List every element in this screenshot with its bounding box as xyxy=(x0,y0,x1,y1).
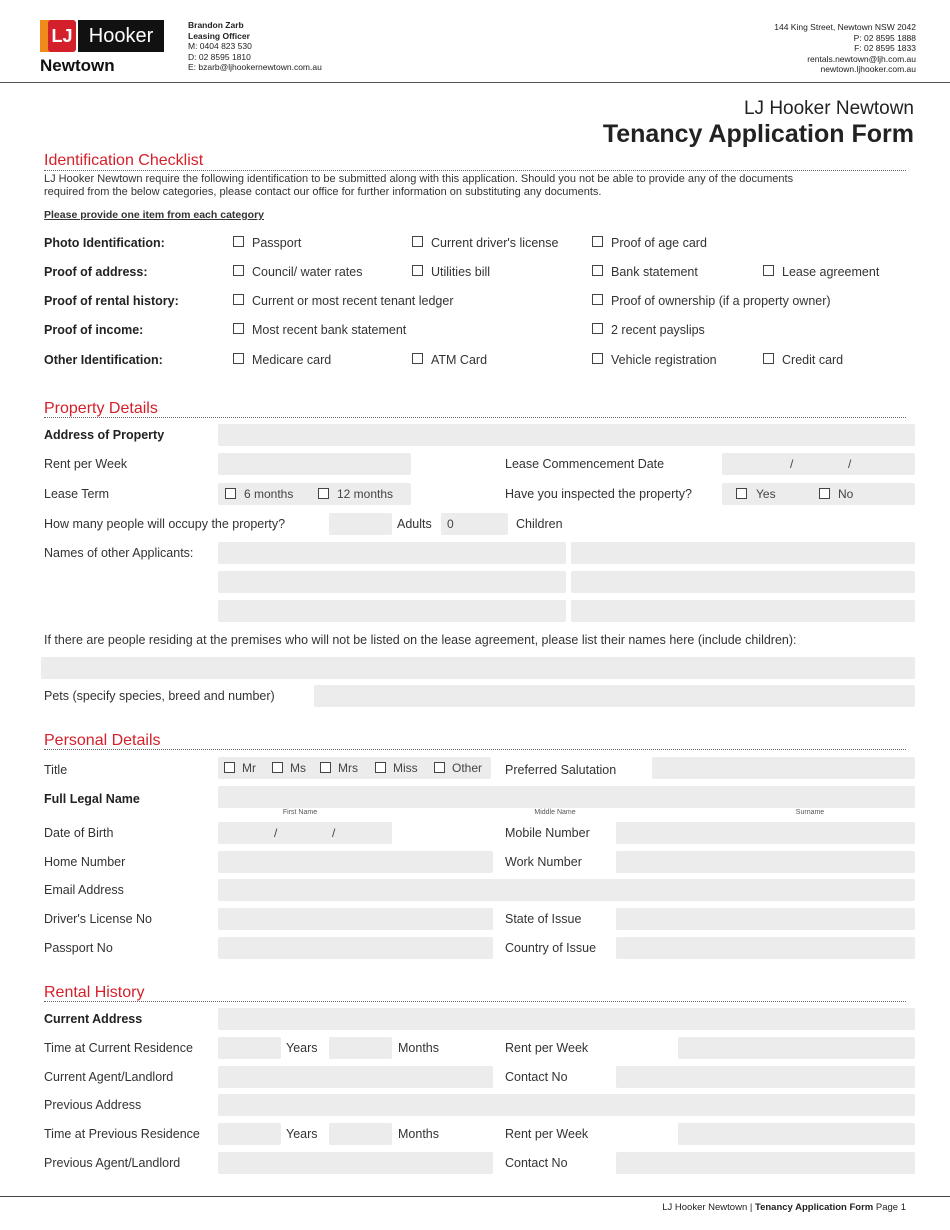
label-full-legal-name: Full Legal Name xyxy=(44,792,140,806)
label-years: Years xyxy=(286,1127,318,1141)
label-rent-per-week: Rent per Week xyxy=(44,457,128,471)
label-date-of-birth: Date of Birth xyxy=(44,826,114,840)
checkbox-bank-statement[interactable] xyxy=(592,265,603,276)
previous-contact-field[interactable] xyxy=(616,1152,915,1174)
mobile-number-field[interactable] xyxy=(616,822,915,844)
label-title: Title xyxy=(44,763,68,777)
option-no: No xyxy=(838,487,854,501)
label-home-number: Home Number xyxy=(44,855,126,869)
passport-no-field[interactable] xyxy=(218,937,493,959)
section-divider xyxy=(44,1001,906,1002)
section-title-property: Property Details xyxy=(44,400,158,417)
pets-field[interactable] xyxy=(314,685,915,707)
office-contact xyxy=(774,22,916,75)
label-other-applicants: Names of other Applicants: xyxy=(44,546,194,560)
option-council-rates: Council/ water rates xyxy=(252,265,363,279)
option-recent-bank-statement: Most recent bank statement xyxy=(252,323,407,337)
checkbox-inspected-no[interactable] xyxy=(819,488,830,499)
footer-divider xyxy=(0,1196,950,1197)
agent-direct: D: 02 8595 1810 xyxy=(188,51,251,62)
footer-form-title: Tenancy Application Form xyxy=(754,1202,874,1213)
office-address: 144 King Street, Newtown NSW 2042 xyxy=(774,22,916,32)
adults-field[interactable] xyxy=(441,513,508,535)
label-preferred-salutation: Preferred Salutation xyxy=(505,763,617,777)
option-passport: Passport xyxy=(252,236,302,250)
label-adults: Adults xyxy=(397,517,432,531)
label-current-contact: Contact No xyxy=(505,1070,568,1084)
checkbox-6-months[interactable] xyxy=(225,488,236,499)
hint-middle-name: Middle Name xyxy=(534,809,576,816)
current-rent-field[interactable] xyxy=(678,1037,915,1059)
checkbox-utilities-bill[interactable] xyxy=(412,265,423,276)
label-months: Months xyxy=(398,1127,439,1141)
checkbox-title-miss[interactable] xyxy=(375,762,386,773)
logo-subtitle: Newtown xyxy=(40,56,115,75)
lease-commencement-field[interactable] xyxy=(722,453,915,475)
hint-first-name: First Name xyxy=(282,809,318,816)
option-payslips: 2 recent payslips xyxy=(611,323,705,337)
label-pets: Pets (specify species, breed and number) xyxy=(44,689,275,703)
section-divider xyxy=(44,749,906,750)
checkbox-title-ms[interactable] xyxy=(272,762,283,773)
adults-value: 0 xyxy=(447,517,454,531)
label-current-agent: Current Agent/Landlord xyxy=(44,1070,174,1084)
agent-name: Brandon Zarb xyxy=(188,20,244,30)
checklist-intro-line1: LJ Hooker Newtown require the following identification to be submitted along with this application. Should you not be able to provide any of the documents xyxy=(44,173,794,185)
checklist-label-other-id: Other Identification: xyxy=(44,353,163,367)
option-credit-card: Credit card xyxy=(782,353,844,367)
label-inspected-property: Have you inspected the property? xyxy=(505,487,692,501)
checklist-label-photo-id: Photo Identification: xyxy=(44,236,165,250)
option-mr: Mr xyxy=(242,761,256,775)
residing-occupants-field[interactable] xyxy=(41,657,915,679)
office-email: rentals.newtown@ljh.com.au xyxy=(807,53,916,64)
checkbox-12-months[interactable] xyxy=(318,488,329,499)
home-number-field[interactable] xyxy=(218,851,493,873)
current-contact-field[interactable] xyxy=(616,1066,915,1088)
checkbox-credit-card[interactable] xyxy=(763,353,774,364)
page-title: Tenancy Application Form xyxy=(602,120,914,148)
date-of-birth-field[interactable] xyxy=(218,822,392,844)
full-legal-name-field[interactable] xyxy=(218,786,915,808)
rent-per-week-field[interactable] xyxy=(218,453,411,475)
date-separator: / xyxy=(848,457,852,471)
label-drivers-license-no: Driver's License No xyxy=(44,912,152,926)
checkbox-medicare[interactable] xyxy=(233,353,244,364)
date-separator: / xyxy=(332,826,336,840)
section-title-rental-history: Rental History xyxy=(44,984,145,1001)
office-fax: F: 02 8595 1833 xyxy=(854,43,916,53)
label-previous-agent: Previous Agent/Landlord xyxy=(44,1156,181,1170)
label-previous-rent: Rent per Week xyxy=(505,1127,589,1141)
label-residing-occupants: If there are people residing at the premises who will not be listed on the lease agreement, please list their names here (include children): xyxy=(44,633,797,647)
footer-page-number: Page 1 xyxy=(875,1202,906,1213)
checkbox-proof-of-ownership[interactable] xyxy=(592,294,603,305)
label-property-address: Address of Property xyxy=(44,428,165,442)
section-title-identification: Identification Checklist xyxy=(44,152,204,169)
inspected-group xyxy=(722,483,915,505)
email-address-field[interactable] xyxy=(218,879,915,901)
checkbox-proof-of-age[interactable] xyxy=(592,236,603,247)
checkbox-inspected-yes[interactable] xyxy=(736,488,747,499)
label-time-previous-residence: Time at Previous Residence xyxy=(44,1127,200,1141)
option-lease-agreement: Lease agreement xyxy=(782,265,880,279)
option-ms: Ms xyxy=(290,761,306,775)
previous-months-field[interactable] xyxy=(329,1123,392,1145)
lease-term-group xyxy=(218,483,411,505)
current-months-field[interactable] xyxy=(329,1037,392,1059)
option-utilities-bill: Utilities bill xyxy=(431,265,491,279)
drivers-license-field[interactable] xyxy=(218,908,493,930)
agent-mobile: M: 0404 823 530 xyxy=(188,41,252,51)
logo-mark: LJ xyxy=(48,20,76,52)
label-months: Months xyxy=(398,1041,439,1055)
label-work-number: Work Number xyxy=(505,855,582,869)
previous-rent-field[interactable] xyxy=(678,1123,915,1145)
state-of-issue-field[interactable] xyxy=(616,908,915,930)
previous-address-field[interactable] xyxy=(218,1094,915,1116)
label-children: Children xyxy=(516,517,563,531)
checkbox-passport[interactable] xyxy=(233,236,244,247)
option-mrs: Mrs xyxy=(338,761,358,775)
preferred-salutation-field[interactable] xyxy=(652,757,915,779)
checkbox-lease-agreement[interactable] xyxy=(763,265,774,276)
label-previous-contact: Contact No xyxy=(505,1156,568,1170)
label-passport-no: Passport No xyxy=(44,941,113,955)
title-group xyxy=(218,757,491,779)
previous-agent-field[interactable] xyxy=(218,1152,493,1174)
checkbox-payslips[interactable] xyxy=(592,323,603,334)
checkbox-title-mr[interactable] xyxy=(224,762,235,773)
logo-text: Hooker xyxy=(78,20,164,52)
date-separator: / xyxy=(790,457,794,471)
agent-role: Leasing Officer xyxy=(188,30,250,41)
office-phone: P: 02 8595 1888 xyxy=(853,32,916,43)
label-previous-address: Previous Address xyxy=(44,1098,142,1112)
other-applicant-field[interactable] xyxy=(571,600,915,622)
checkbox-vehicle-registration[interactable] xyxy=(592,353,603,364)
other-applicant-field[interactable] xyxy=(218,600,566,622)
checklist-label-address: Proof of address: xyxy=(44,265,148,279)
option-proof-of-age: Proof of age card xyxy=(611,236,707,250)
label-lease-commencement: Lease Commencement Date xyxy=(505,457,665,471)
checklist-intro-line2: required from the below categories, please contact our office for further information on substituting any documents. xyxy=(44,186,602,198)
label-current-rent: Rent per Week xyxy=(505,1041,589,1055)
hint-surname: Surname xyxy=(795,809,825,816)
label-lease-term: Lease Term xyxy=(44,487,110,501)
option-atm-card: ATM Card xyxy=(431,353,488,367)
agent-email: E: bzarb@ljhookernewtown.com.au xyxy=(188,62,322,72)
current-agent-field[interactable] xyxy=(218,1066,493,1088)
country-of-issue-field[interactable] xyxy=(616,937,915,959)
current-address-field[interactable] xyxy=(218,1008,915,1030)
option-proof-of-ownership: Proof of ownership (if a property owner) xyxy=(611,294,831,308)
option-tenant-ledger: Current or most recent tenant ledger xyxy=(252,294,454,308)
date-separator: / xyxy=(274,826,278,840)
header-divider xyxy=(0,82,950,83)
agent-contact xyxy=(188,20,322,73)
checkbox-drivers-license[interactable] xyxy=(412,236,423,247)
property-address-field[interactable] xyxy=(218,424,915,446)
other-applicant-field[interactable] xyxy=(571,542,915,564)
label-email-address: Email Address xyxy=(44,883,124,897)
option-6-months: 6 months xyxy=(244,487,294,501)
checklist-instruction: Please provide one item from each category xyxy=(44,209,264,221)
label-occupants: How many people will occupy the property? xyxy=(44,517,286,531)
option-vehicle-registration: Vehicle registration xyxy=(611,353,717,367)
checklist-label-rental-history: Proof of rental history: xyxy=(44,294,179,308)
option-miss: Miss xyxy=(393,761,418,775)
company-logo xyxy=(40,20,164,52)
label-country-of-issue: Country of Issue xyxy=(505,941,597,955)
checkbox-tenant-ledger[interactable] xyxy=(233,294,244,305)
section-title-personal: Personal Details xyxy=(44,732,161,749)
checkbox-council-rates[interactable] xyxy=(233,265,244,276)
other-applicant-field[interactable] xyxy=(218,571,566,593)
footer-office: LJ Hooker Newtown xyxy=(662,1202,748,1213)
section-divider xyxy=(44,417,906,418)
checklist-label-income: Proof of income: xyxy=(44,323,144,337)
option-other: Other xyxy=(452,761,483,775)
checkbox-atm-card[interactable] xyxy=(412,353,423,364)
label-time-current-residence: Time at Current Residence xyxy=(44,1041,193,1055)
label-state-of-issue: State of Issue xyxy=(505,912,582,926)
option-12-months: 12 months xyxy=(337,487,394,501)
checkbox-bank-statement-income[interactable] xyxy=(233,323,244,334)
office-title: LJ Hooker Newtown xyxy=(743,98,914,119)
label-current-address: Current Address xyxy=(44,1012,143,1026)
occupants-field[interactable] xyxy=(329,513,392,535)
other-applicant-field[interactable] xyxy=(571,571,915,593)
office-web: newtown.ljhooker.com.au xyxy=(820,64,916,74)
checkbox-title-mrs[interactable] xyxy=(320,762,331,773)
label-mobile-number: Mobile Number xyxy=(505,826,590,840)
other-applicant-field[interactable] xyxy=(218,542,566,564)
previous-years-field[interactable] xyxy=(218,1123,281,1145)
current-years-field[interactable] xyxy=(218,1037,281,1059)
section-divider xyxy=(44,170,906,171)
work-number-field[interactable] xyxy=(616,851,915,873)
page-footer: LJ Hooker Newtown | Tenancy Application Form Page 1 xyxy=(662,1202,906,1213)
checkbox-title-other[interactable] xyxy=(434,762,445,773)
label-years: Years xyxy=(286,1041,318,1055)
option-yes: Yes xyxy=(756,487,776,501)
option-medicare: Medicare card xyxy=(252,353,332,367)
option-drivers-license: Current driver's license xyxy=(431,236,559,250)
option-bank-statement: Bank statement xyxy=(611,265,698,279)
